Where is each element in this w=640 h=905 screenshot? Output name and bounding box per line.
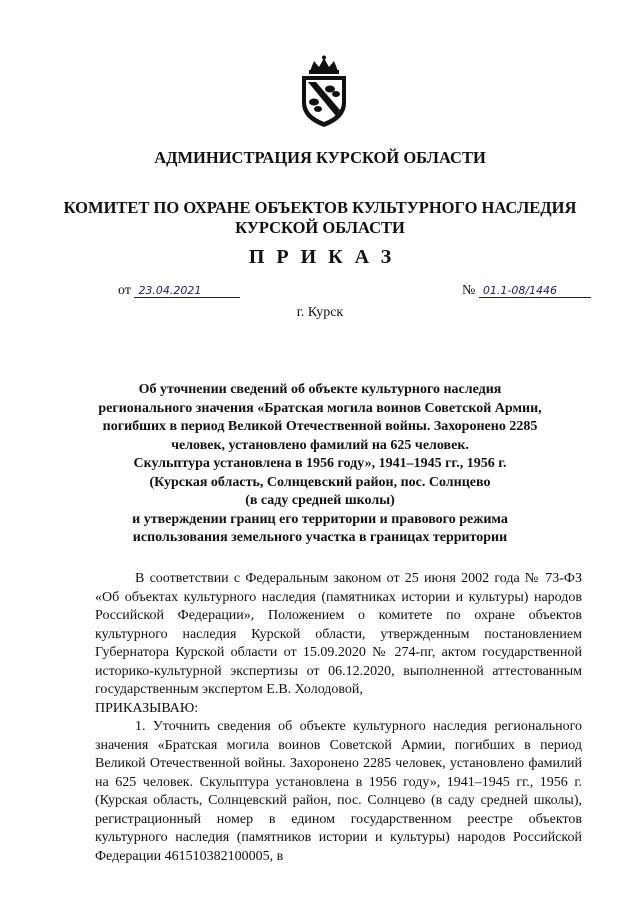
order-date-line: [118, 283, 240, 299]
order-body: [95, 570, 582, 866]
preamble-paragraph: В соответствии с Федеральным законом от 25 июня 2002 года № 73-ФЗ «Об объектах культурного наследия (памятниках истории и культуры) народов Российской Федерации», Положением о комитете по охране объектов культурного наследия Курской области, утвержденным постановлением Губернатора Курской области от 15.09.2020 № 274-пг, актом государственной историко-культурной экспертизы от 06.12.2020, выполненной аттестованным государственным экспертом Е.В. Холодовой,: [95, 571, 582, 697]
order-subject: [80, 381, 560, 548]
order-number-line: [462, 283, 591, 299]
subject-line: Скульптура установлена в 1956 году», 1941–1945 гг., 1956 г.: [133, 456, 507, 471]
coat-of-arms-icon: [296, 55, 352, 129]
handwritten-number: 01.1-08/1446: [479, 284, 591, 298]
subject-line: Об уточнении сведений об объекте культурного наследия: [138, 382, 502, 397]
subject-line: и утверждении границ его территории и правового режима: [132, 511, 508, 527]
committee-heading: [0, 198, 640, 238]
committee-line: КОМИТЕТ ПО ОХРАНЕ ОБЪЕКТОВ КУЛЬТУРНОГО НАСЛЕДИЯ: [63, 198, 577, 217]
clause-1: 1. Уточнить сведения об объекте культурного наследия регионального значения «Братская могила воинов Советской Армии, погибших в период Великой Отечественной войны. Захоронено 2285 человек, установлено фамилий на 625 человек. Скульптура установлена в 1956 году», 1941–1945 гг., 1956 г. (Курская область, Солнцевский район, пос. Солнцево (в саду средней школы), регистрационный номер в едином государственном реестре объектов культурного наследия (памятников истории и культуры) народов Российской Федерации 461510382100005, в: [95, 719, 582, 864]
date-prefix: от: [118, 283, 131, 298]
number-prefix: №: [462, 283, 476, 298]
subject-line: (в саду средней школы): [245, 493, 395, 508]
subject-line: человек, установлено фамилий на 625 человек.: [171, 437, 469, 453]
city-line: г. Курск: [296, 305, 344, 320]
handwritten-date: 23.04.2021: [134, 284, 240, 298]
order-directive: ПРИКАЗЫВАЮ:: [95, 700, 199, 716]
subject-line: использования земельного участка в границах территории: [132, 530, 508, 545]
subject-line: погибших в период Великой Отечественной войны. Захоронено 2285: [102, 419, 538, 434]
organization-heading: АДМИНИСТРАЦИЯ КУРСКОЙ ОБЛАСТИ: [154, 148, 486, 167]
document-type-title: ПРИКАЗ: [248, 246, 404, 268]
subject-line: (Курская область, Солнцевский район, пос. Солнцево: [149, 474, 491, 490]
committee-line: КУРСКОЙ ОБЛАСТИ: [235, 218, 405, 237]
subject-line: регионального значения «Братская могила воинов Советской Армии,: [98, 400, 542, 416]
